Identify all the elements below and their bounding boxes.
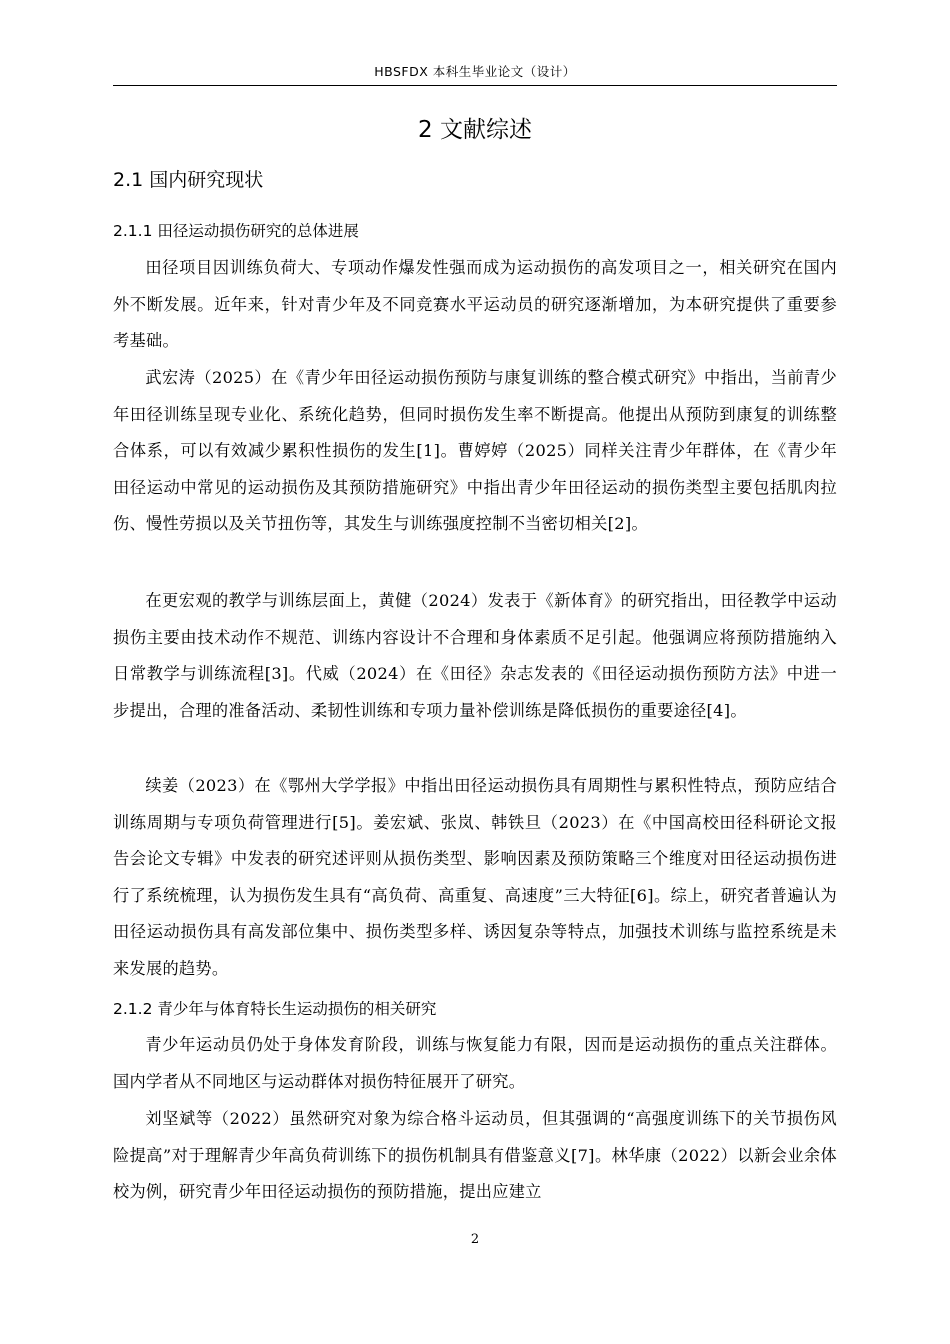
paragraph: 田径项目因训练负荷大、专项动作爆发性强而成为运动损伤的高发项目之一，相关研究在国内外不断发展。近年来，针对青少年及不同竞赛水平运动员的研究逐渐增加，为本研究提供了重要参考基础。 [113,258,837,350]
running-header: HBSFDX 本科生毕业论文（设计） [374,64,576,79]
header-rule [113,85,837,86]
paragraph: 刘坚斌等（2022）虽然研究对象为综合格斗运动员，但其强调的“高强度训练下的关节损伤风险提高”对于理解青少年高负荷训练下的损伤机制具有借鉴意义[7]。林华康（2022）以新会业余体校为例，研究青少年田径运动损伤的预防措施，提出应建立 [113,1109,837,1201]
subsection-title: 2.1.1 田径运动损伤研究的总体进展 [113,222,359,240]
chapter-title: 2 文献综述 [418,117,532,143]
paragraph: 在更宏观的教学与训练层面上，黄健（2024）发表于《新体育》的研究指出，田径教学中运动损伤主要由技术动作不规范、训练内容设计不合理和身体素质不足引起。他强调应将预防措施纳入日常教学与训练流程[3]。代威（2024）在《田径》杂志发表的《田径运动损伤预防方法》中进一步提出，合理的准备活动、柔韧性训练和专项力量补偿训练是降低损伤的重要途径[4]。 [113,591,837,720]
paragraph: 武宏涛（2025）在《青少年田径运动损伤预防与康复训练的整合模式研究》中指出，当前青少年田径训练呈现专业化、系统化趋势，但同时损伤发生率不断提高。他提出从预防到康复的训练整合体系，可以有效减少累积性损伤的发生[1]。曹婷婷（2025）同样关注青少年群体，在《青少年田径运动中常见的运动损伤及其预防措施研究》中指出青少年田径运动的损伤类型主要包括肌肉拉伤、慢性劳损以及关节扭伤等，其发生与训练强度控制不当密切相关[2]。 [113,368,837,533]
section-title: 2.1 国内研究现状 [113,169,264,191]
paragraph: 续姜（2023）在《鄂州大学学报》中指出田径运动损伤具有周期性与累积性特点，预防应结合训练周期与专项负荷管理进行[5]。姜宏斌、张岚、韩铁旦（2023）在《中国高校田径科研论文报告会论文专辑》中发表的研究述评则从损伤类型、影响因素及预防策略三个维度对田径运动损伤进行了系统梳理，认为损伤发生具有“高负荷、高重复、高速度”三大特征[6]。综上，研究者普遍认为田径运动损伤具有高发部位集中、损伤类型多样、诱因复杂等特点，加强技术训练与监控系统是未来发展的趋势。 [113,776,837,978]
paragraph: 青少年运动员仍处于身体发育阶段，训练与恢复能力有限，因而是运动损伤的重点关注群体。国内学者从不同地区与运动群体对损伤特征展开了研究。 [113,1035,837,1091]
subsection-title: 2.1.2 青少年与体育特长生运动损伤的相关研究 [113,1000,437,1018]
page-number: 2 [470,1232,480,1247]
